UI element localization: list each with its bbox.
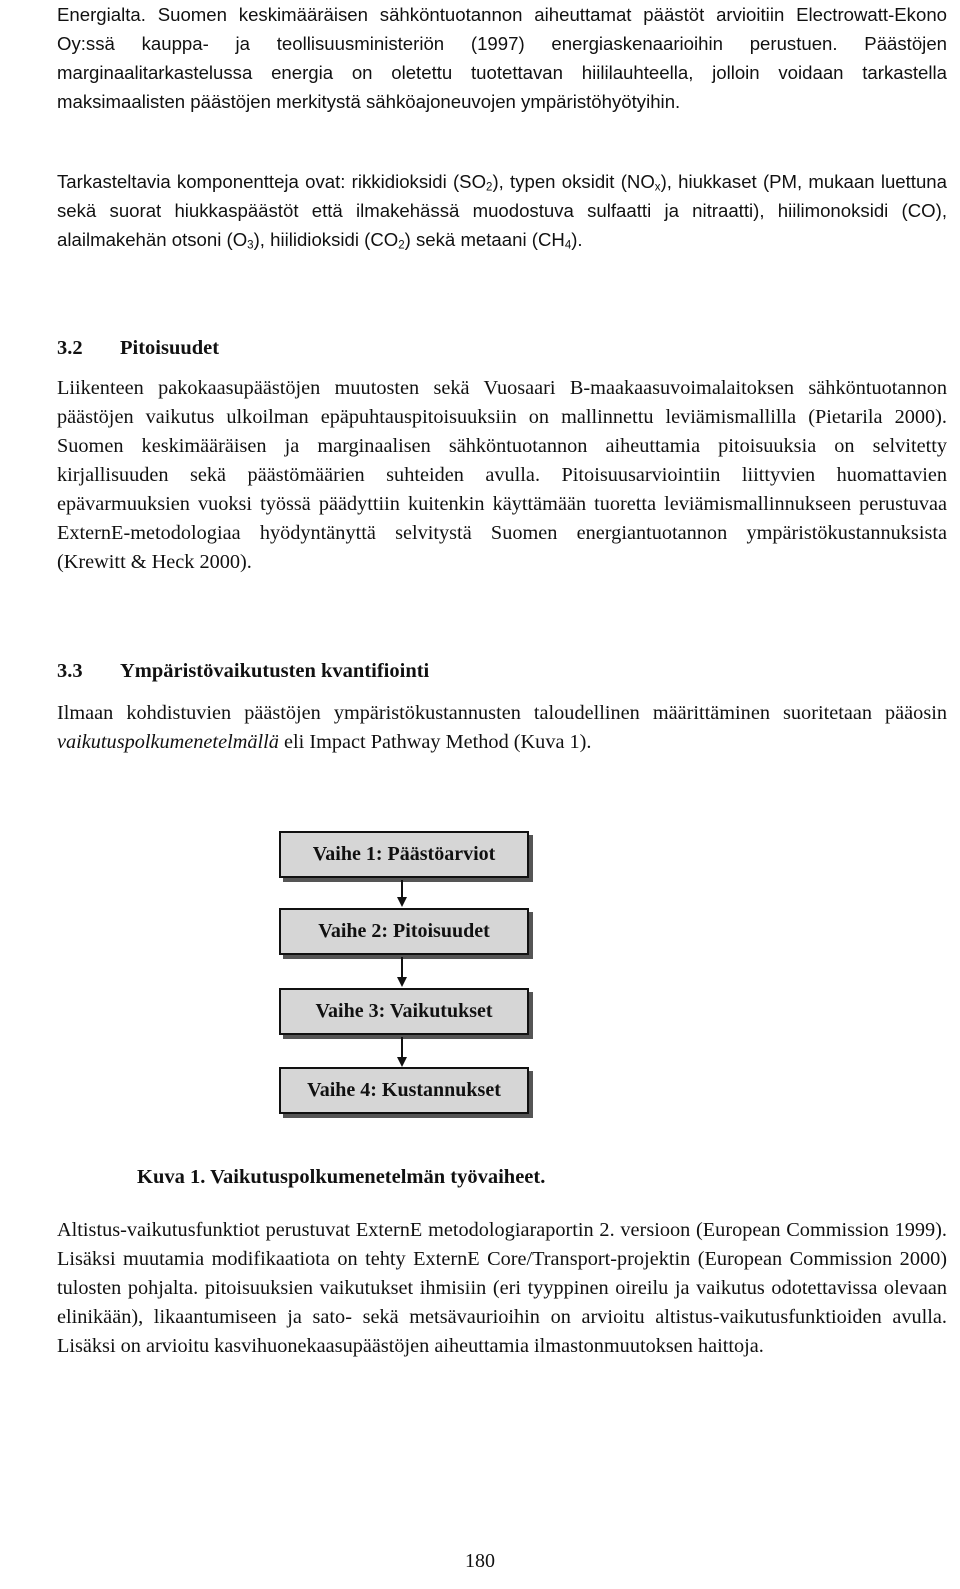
section-3-3-number: 3.3 [57,660,83,682]
section-3-2-title: Pitoisuudet [120,337,220,359]
flow-step-1: Vaihe 1: Päästöarviot [279,831,529,878]
section-3-2-paragraph: Liikenteen pakokaasupäästöjen muutosten sekä Vuosaari B-maakaasuvoimalaitoksen sähköntuotannon päästöjen vaikutus ulkoilman epäpuhtauspitoisuuksiin on mallinnettu leviämismallilla (Pietarila 2000). Suomen keskimääräisen ja marginaalisen sähköntuotannon aiheuttamia pitoisuuksia on selvitetty kirjallisuuden sekä päästömäärien suhteiden avulla. Pitoisuusarviointiin liittyvien huomattavien epävarmuuksien vuoksi työssä päädyttiin kuitenkin käyttämään tuoretta leviämismallinnukseen perustuvaa ExternE-metodologiaa hyödyntänyttä selvitystä Suomen energiantuotannon ympäristökustannuksista (Krewitt & Heck 2000). [57,377,947,573]
flow-arrow-1 [397,880,407,907]
flow-arrow-2 [397,957,407,987]
flow-step-2: Vaihe 2: Pitoisuudet [279,908,529,955]
closing-paragraph: Altistus-vaikutusfunktiot perustuvat ExternE metodologiaraportin 2. versioon (European Commission 1999). Lisäksi muutamia modifikaatiota on tehty ExternE Core/Transport-projektin (European Commission 2000) tulosten pohjalta. pitoisuuksien vaikutukset ihmisiin (eri tyyppinen oireilu ja vaikutus odotettavissa olevaan elinikään), likaantumiseen ja sato- sekä metsävaurioihin on arvioitu altistus-vaikutusfunktioiden avulla. Lisäksi on arvioitu kasvihuonekaasupäästöjen aiheuttamia ilmastonmuutoksen haittoja. [57,1219,947,1357]
components-paragraph: Tarkasteltavia komponentteja ovat: rikkidioksidi $(SO_2)$, typen oksidit $(NO_x)$, hiukkaset (PM, mukaan luettuna sekä suorat hiukkaspäästöt että ilmakehässä muodostuva sulfaatti ja nitraatti), hiilimonoksidi (CO), alailmakehän otsoni $(O_3)$, hiilidioksidi $(CO_2)$ sekä metaani $(CH_4)$. [57,171,947,252]
section-3-3-title: Ympäristövaikutusten kvantifiointi [120,660,430,682]
flow-step-4: Vaihe 4: Kustannukset [279,1067,529,1114]
intro-paragraph: Energialta. Suomen keskimääräisen sähköntuotannon aiheuttamat päästöt arvioitiin Electrowatt-Ekono Oy:ssä kauppa- ja teollisuusministeriön (1997) energiaskenaarioihin perustuen. Päästöjen marginaalitarkastelussa energia on oletettu tuotettavan hiililauhteella, jolloin voidaan tarkastella maksimaalisten päästöjen merkitystä sähköajoneuvojen ympäristöhyötyihin. [57,4,947,112]
flow-arrow-3 [397,1037,407,1067]
figure-caption: Kuva 1. Vaikutuspolkumenetelmän työvaiheet. [137,1166,546,1188]
section-3-3-heading [57,657,429,686]
page-number: 180 [465,1550,495,1572]
flow-step-3: Vaihe 3: Vaikutukset [279,988,529,1035]
section-3-3-paragraph: Ilmaan kohdistuvien päästöjen ympäristökustannusten taloudellinen määrittäminen suoritetaan pääosin vaikutuspolkumenetelmällä eli Impact Pathway Method (Kuva 1). [57,702,947,753]
section-3-2-number: 3.2 [57,337,83,359]
section-3-2-heading [57,334,219,363]
method-name-italic: vaikutuspolkumenetelmällä [57,731,279,753]
